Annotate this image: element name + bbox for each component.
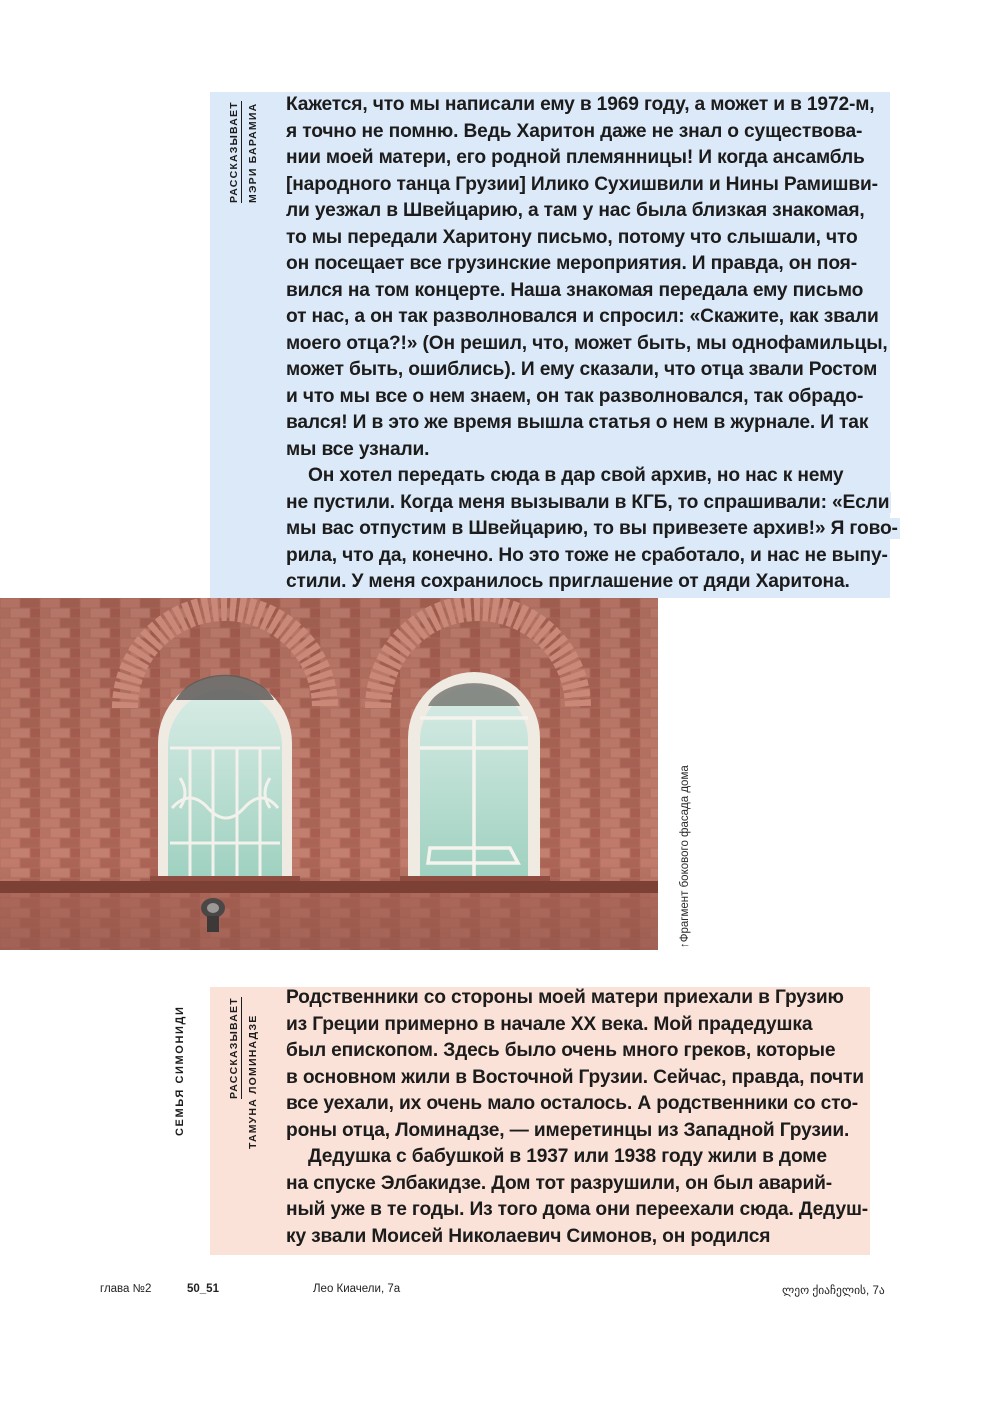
text-line xyxy=(284,225,900,252)
left-window xyxy=(150,675,300,885)
text-line-content: мы вас отпустим в Швейцарию, то вы привезете архив!» Я гово- xyxy=(286,518,898,539)
text-line xyxy=(284,1012,870,1039)
text-line-content: Родственники со стороны моей матери приехали в Грузию xyxy=(286,987,844,1008)
story-top-label-title: РАССКАЗЫВАЕТ xyxy=(228,101,240,203)
text-line xyxy=(284,172,900,199)
text-line xyxy=(284,463,900,490)
text-line xyxy=(284,1065,870,1092)
text-line xyxy=(284,384,900,411)
text-line xyxy=(284,516,900,543)
text-line xyxy=(284,304,900,331)
text-line xyxy=(284,1118,870,1145)
text-line xyxy=(284,985,870,1012)
text-line xyxy=(284,490,900,517)
text-line-content: был епископом. Здесь было очень много греков, которые xyxy=(286,1040,836,1061)
text-line-content: то мы передали Харитону письмо, потому что слышали, что xyxy=(286,226,858,248)
text-line xyxy=(284,1224,870,1251)
text-line-content: в основном жили в Восточной Грузии. Сейчас, правда, почти xyxy=(286,1066,864,1088)
text-line-content: от нас, а он так разволновался и спросил: «Скажите, как звали xyxy=(286,306,879,327)
text-line-content: вался! И в это же время вышла статья о нем в журнале. И так xyxy=(286,412,869,433)
text-line-content: Он хотел передать сюда в дар свой архив, но нас к нему xyxy=(308,465,844,486)
text-line xyxy=(284,1144,870,1171)
text-line-content: моего отца?!» (Он решил, что, может быть, мы однофамильцы, xyxy=(286,332,888,354)
story-bottom-label-name: ТАМУНА ЛОМИНАДЗЕ xyxy=(247,1014,259,1149)
text-line-content: ли уезжал в Швейцарию, а там у нас была близкая знакомая, xyxy=(286,200,865,221)
text-line xyxy=(284,437,900,464)
text-line xyxy=(284,1091,870,1118)
text-line-content: мы все узнали. xyxy=(286,438,430,460)
text-line-content: может быть, ошиблись). И ему сказали, что отца звали Ростом xyxy=(286,359,878,380)
text-line-content: он посещает все грузинские мероприятия. И правда, он поя- xyxy=(286,253,857,274)
text-line xyxy=(284,251,900,278)
text-line xyxy=(284,1038,870,1065)
text-line-content: ку звали Моисей Николаевич Симонов, он родился xyxy=(286,1225,771,1247)
text-line-content: не пустили. Когда меня вызывали в КГБ, то спрашивали: «Если xyxy=(286,491,890,513)
footer-chapter: глава №2 xyxy=(100,1283,152,1295)
text-line-content: Дедушка с бабушкой в 1937 или 1938 году жили в доме xyxy=(308,1146,827,1167)
story-top-text xyxy=(284,92,900,596)
text-line-content: Кажется, что мы написали ему в 1969 году, а может и в 1972-м, xyxy=(286,94,875,115)
footer-address-ka: ლეო ქიაჩელის, 7ა xyxy=(782,1285,885,1297)
text-line-content: я точно не помню. Ведь Харитон даже не знал о существова- xyxy=(286,120,863,142)
photo-caption: ↑Фрагмент бокового фасада дома xyxy=(679,765,691,948)
text-line-content: стили. У меня сохранилось приглашение от дяди Харитона. xyxy=(286,571,850,592)
text-line-content: роны отца, Ломинадзе, — имеретинцы из Западной Грузии. xyxy=(286,1119,850,1141)
story-top-label-name: МЭРИ БАРАМИА xyxy=(247,102,259,203)
family-label: СЕМЬЯ СИМОНИДИ xyxy=(174,1005,186,1136)
text-line-content: ный уже в те годы. Из того дома они переехали сюда. Дедуш- xyxy=(286,1199,869,1220)
story-bottom-label-title: РАССКАЗЫВАЕТ xyxy=(228,997,240,1099)
text-line xyxy=(284,278,900,305)
text-line-content: на спуске Элбакидзе. Дом тот разрушили, он был аварий- xyxy=(286,1172,833,1194)
text-line xyxy=(284,331,900,358)
text-line-content: все уехали, их очень мало осталось. А родственники со сто- xyxy=(286,1093,858,1114)
text-line-content: вился на том концерте. Наша знакомая передала ему письмо xyxy=(286,279,864,301)
text-line xyxy=(284,1197,870,1224)
text-line xyxy=(284,198,900,225)
footer-page-numbers: 50_51 xyxy=(187,1283,219,1295)
story-bottom-text xyxy=(284,985,870,1250)
facade-photo xyxy=(0,598,658,950)
text-line xyxy=(284,410,900,437)
text-line-content: и что мы все о нем знаем, он так разволновался, так обрадо- xyxy=(286,385,864,407)
text-line xyxy=(284,569,900,596)
text-line xyxy=(284,92,900,119)
text-line xyxy=(284,543,900,570)
text-line xyxy=(284,145,900,172)
text-line-content: [народного танца Грузии] Илико Сухишвили и Нины Рамишви- xyxy=(286,173,878,195)
text-line-content: рила, что да, конечно. Но это тоже не сработало, и нас не выпу- xyxy=(286,544,888,566)
right-window xyxy=(400,672,550,885)
text-line xyxy=(284,357,900,384)
footer-address-ru: Лео Киачели, 7а xyxy=(313,1283,401,1295)
text-line-content: нии моей матери, его родной племянницы! И когда ансамбль xyxy=(286,147,865,168)
text-line-content: из Греции примерно в начале XX века. Мой прадедушка xyxy=(286,1013,813,1035)
text-line xyxy=(284,1171,870,1198)
text-line xyxy=(284,119,900,146)
